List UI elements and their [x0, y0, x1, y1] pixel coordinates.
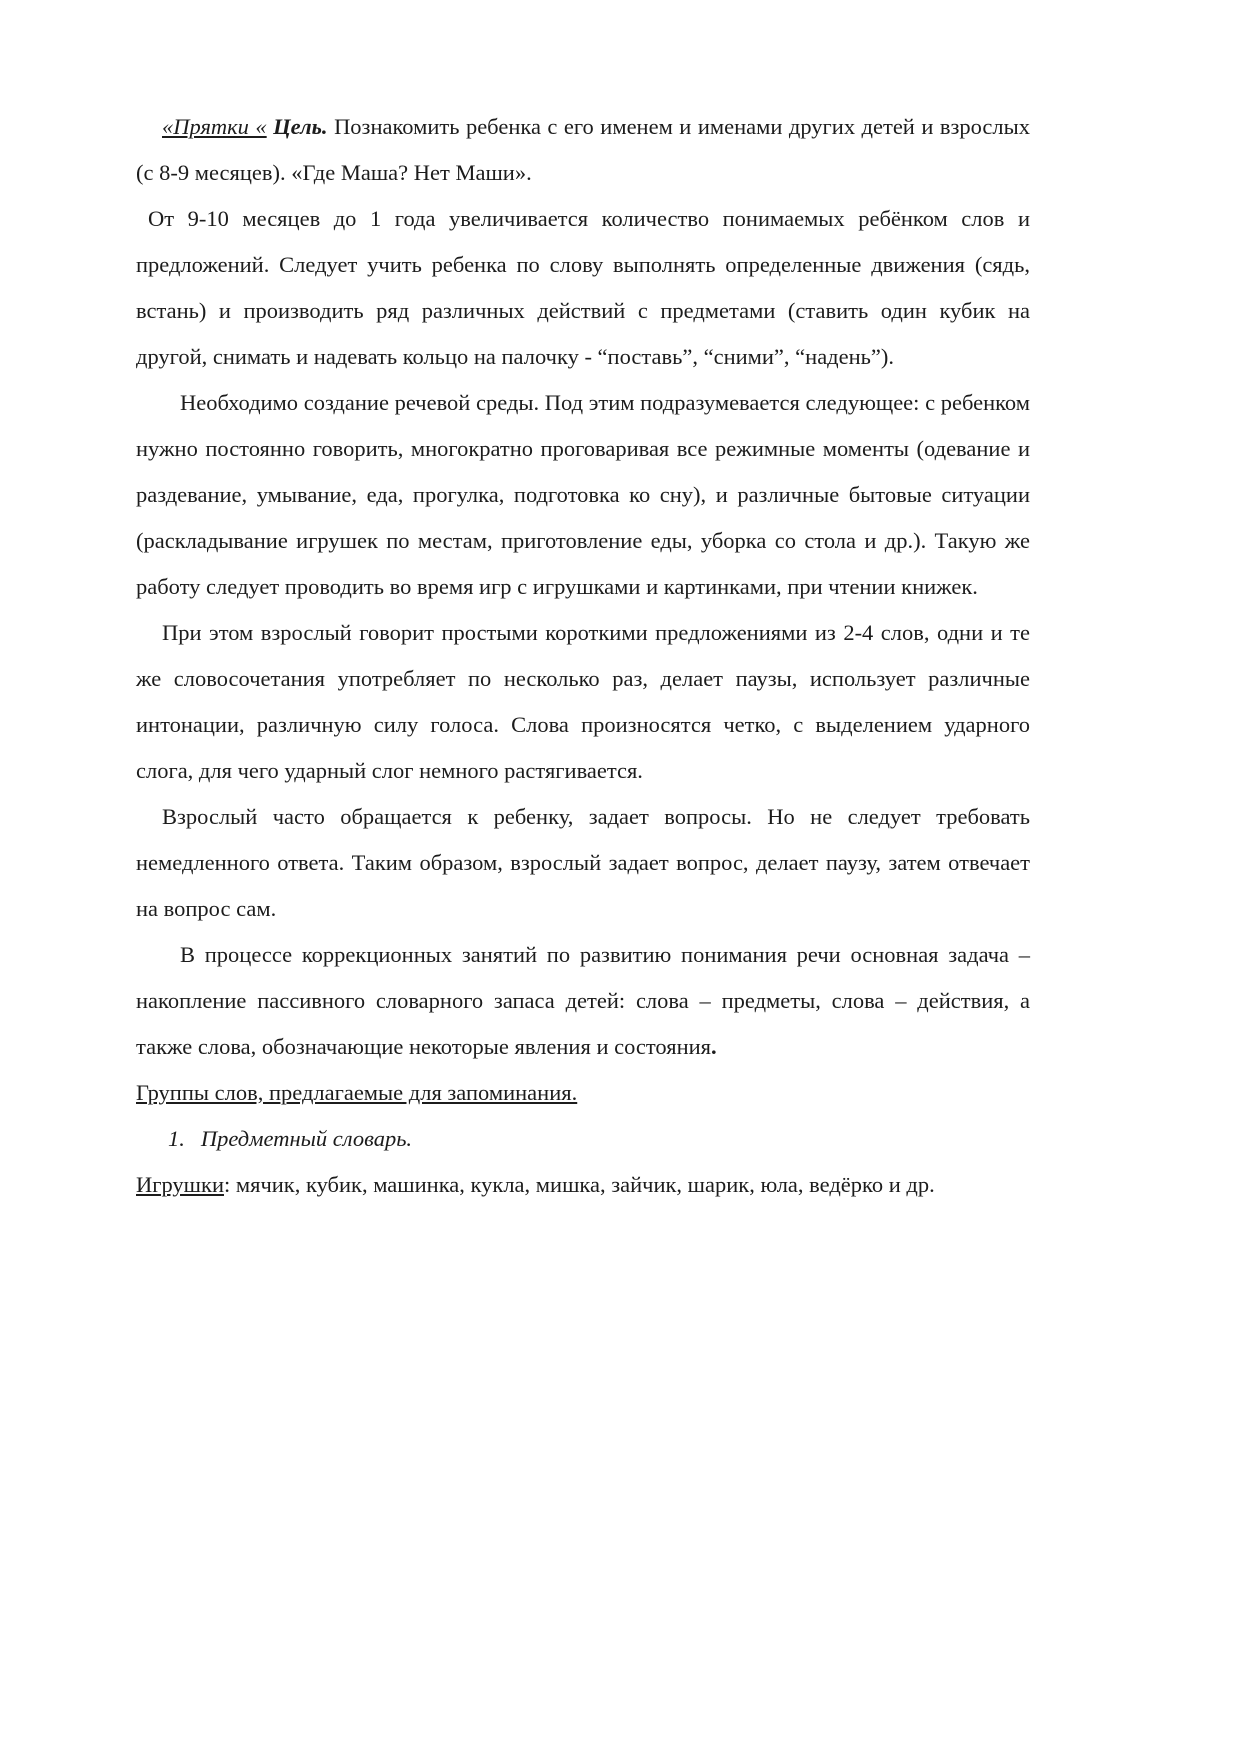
paragraph-correction-lessons: [136, 932, 1030, 1070]
pryatki-body-text: Познакомить ребенка с его именем и именами других детей и взрослых (с 8-9 месяцев). «Где Маша? Нет Маши».: [136, 114, 1031, 185]
paragraph-age-9-10-months: От 9-10 месяцев до 1 года увеличивается количество понимаемых ребёнком слов и предложений. Следует учить ребенка по слову выполнять определенные движения (сядь, встань) и производить ряд различных действий с предметами (ставить один кубик на другой, снимать и надевать кольцо на палочку - “поставь”, “сними”, “надень”).: [136, 206, 1030, 369]
paragraph-pryatki: [136, 104, 1030, 196]
paragraph-short-sentences: При этом взрослый говорит простыми короткими предложениями из 2-4 слов, одни и те же словосочетания употребляет по несколько раз, делает паузы, использует различные интонации, различную силу голоса. Слова произносятся четко, с выделением ударного слога, для чего ударный слог немного растягивается.: [136, 620, 1030, 783]
list-item-number: 1.: [168, 1126, 185, 1151]
paragraph-speech-environment: Необходимо создание речевой среды. Под этим подразумевается следующее: с ребенком нужно постоянно говорить, многократно проговаривая все режимные моменты (одевание и раздевание, умывание, еда, прогулка, подготовка ко сну), и различные бытовые ситуации (раскладывание игрушек по местам, приготовление еды, уборка со стола и др.). Такую же работу следует проводить во время игр с игрушками и картинками, при чтении книжек.: [136, 390, 1030, 599]
list-item-subject-vocabulary: [136, 1116, 1030, 1162]
pryatki-game-title: «Прятки «: [162, 114, 267, 139]
paragraph-questions: Взрослый часто обращается к ребенку, задает вопросы. Но не следует требовать немедленного ответа. Таким образом, взрослый задает вопрос, делает паузу, затем отвечает на вопрос сам.: [136, 804, 1030, 921]
goal-label: Цель.: [273, 114, 328, 139]
correction-lessons-final-period: .: [711, 1034, 717, 1059]
section-heading: [136, 1070, 1030, 1116]
correction-lessons-text: В процессе коррекционных занятий по развитию понимания речи основная задача – накопление пассивного словарного запаса детей: слова – предметы, слова – действия, а также слова, обозначающие некоторые явления и состояния: [136, 942, 1030, 1059]
list-item-label: Предметный словарь.: [200, 1126, 413, 1151]
section-heading-text: Группы слов, предлагаемые для запоминания.: [136, 1080, 578, 1105]
toys-items: : мячик, кубик, машинка, кукла, мишка, зайчик, шарик, юла, ведёрко и др.: [223, 1172, 935, 1197]
toys-term: Игрушки: [136, 1172, 224, 1197]
paragraph-toys-vocabulary: [136, 1162, 1030, 1208]
